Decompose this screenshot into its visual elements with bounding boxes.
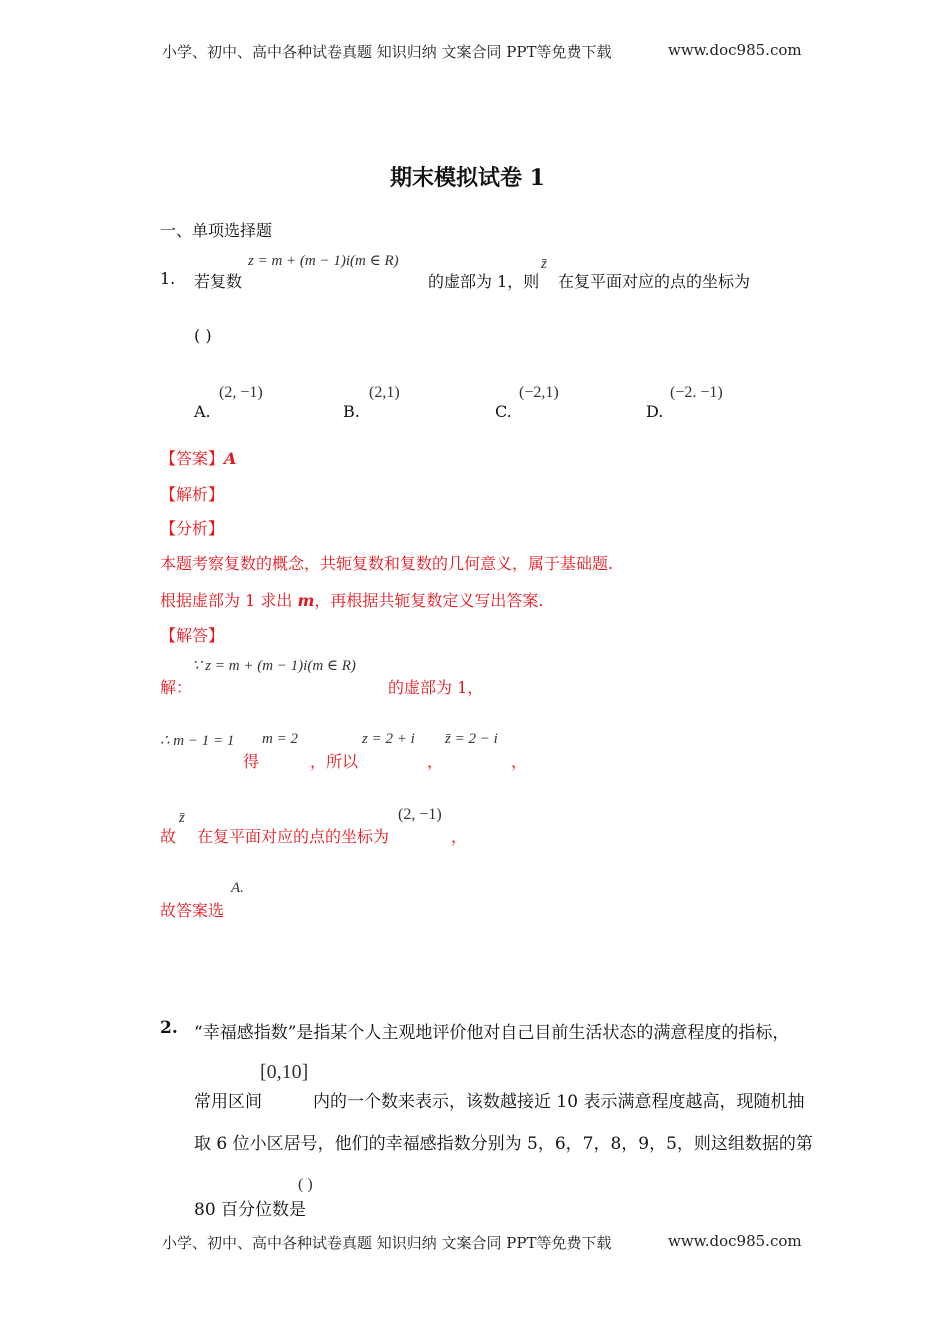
section-heading: 一、单项选择题	[160, 221, 273, 240]
solution-text: ，	[511, 752, 528, 771]
answer-label-text: 【答案】	[160, 449, 225, 468]
question-text: 的虚部为 1，则	[428, 272, 540, 291]
formula: ∵ z = m + (m − 1)i(m ∈ R)	[192, 658, 356, 674]
formula: [0,10]	[260, 1061, 309, 1083]
solution-text: 故答案选	[160, 901, 225, 920]
option-label: C.	[495, 402, 512, 421]
formula: A.	[231, 880, 244, 896]
solution-text: 故	[160, 827, 177, 846]
option-label: B.	[343, 402, 360, 421]
formula: ∴ m − 1 = 1	[160, 733, 235, 749]
solution-text: 的虚部为 1，	[388, 678, 484, 697]
solution-text: 解：	[160, 678, 193, 697]
footer-website-link[interactable]: www.doc985.com	[668, 1232, 802, 1250]
formula: z̄ = 2 − i	[445, 731, 498, 747]
option-value: (−2,1)	[519, 384, 559, 401]
explanation-label: 【解析】	[160, 485, 225, 504]
solution-text: ，所以	[310, 752, 359, 771]
question-number: 2.	[160, 1018, 178, 1038]
formula: z = 2 + i	[362, 731, 415, 747]
option-value: (2,1)	[369, 384, 400, 401]
analysis-text	[160, 588, 543, 611]
formula: z̄	[541, 256, 547, 272]
option-label: D.	[646, 402, 664, 421]
option-value: (−2. −1)	[670, 384, 723, 401]
answer-paren: ( )	[298, 1176, 313, 1193]
page-title: 期末模拟试卷 1	[390, 165, 545, 191]
analysis-label: 【分析】	[160, 519, 225, 538]
solution-label: 【解答】	[160, 626, 225, 645]
question-text: 常用区间	[194, 1092, 262, 1112]
analysis-text: 本题考察复数的概念，共轭复数和复数的几何意义，属于基础题.	[160, 554, 614, 573]
solution-text: ，	[427, 752, 444, 771]
question-text: “幸福感指数”是指某个人主观地评价他对自己目前生活状态的满意程度的指标，	[194, 1023, 790, 1043]
analysis-text-part: 根据虚部为 1 求出	[160, 591, 298, 610]
question-text: 取 6 位小区居号，他们的幸福感指数分别为 5，6，7，8，9，5，则这组数据的第	[194, 1134, 813, 1154]
formula: m = 2	[262, 731, 298, 747]
answer-value: A	[224, 449, 237, 468]
header-left-text: 小学、初中、高中各种试卷真题 知识归纳 文案合同 PPT等免费下载	[162, 43, 612, 61]
footer-left-text: 小学、初中、高中各种试卷真题 知识归纳 文案合同 PPT等免费下载	[162, 1234, 612, 1252]
question-number: 1.	[160, 269, 176, 288]
header-website-link[interactable]: www.doc985.com	[668, 41, 802, 59]
answer-paren: ( )	[194, 326, 212, 345]
option-label: A.	[194, 402, 211, 421]
formula: (2, −1)	[398, 806, 442, 823]
option-value: (2, −1)	[219, 384, 263, 401]
question-text: 内的一个数来表示，该数越接近 10 表示满意程度越高，现随机抽	[313, 1092, 805, 1112]
solution-text: 得	[243, 752, 260, 771]
question-text: 在复平面对应的点的坐标为	[558, 272, 751, 291]
answer-label	[160, 446, 236, 469]
solution-text: 在复平面对应的点的坐标为	[197, 827, 390, 846]
analysis-text-part: ，再根据共轭复数定义写出答案.	[314, 591, 544, 610]
variable-m: m	[297, 591, 315, 610]
formula: z = m + (m − 1)i(m ∈ R)	[248, 253, 399, 269]
solution-text: ，	[451, 827, 468, 846]
question-text: 若复数	[194, 272, 243, 291]
question-text: 80 百分位数是	[194, 1200, 307, 1220]
formula: z̄	[179, 810, 185, 826]
